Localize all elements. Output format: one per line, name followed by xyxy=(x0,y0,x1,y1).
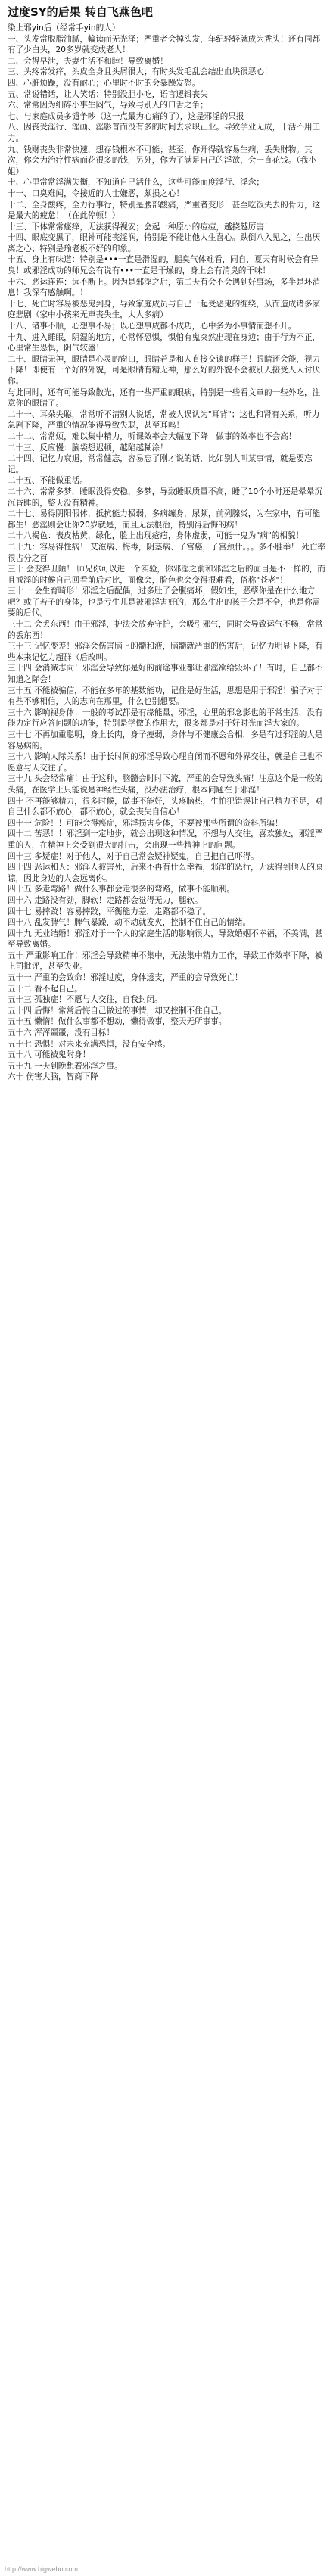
article-paragraph: 三十四 会消减志向！邪淫会导致你是好的前途事业都让邪淫欲给毁坏了！有时，自己都不知道之际会！ xyxy=(8,664,323,685)
article-paragraph: 九、钱财丧失非常快速，想存钱根本不可能；甚至，你开得就容易生病，丢失财物。其次，你会为治疗性病而花很多的钱，另外，你为了满足自己的淫欲，会一直花钱。（我小姐） xyxy=(8,145,316,176)
article-paragraph: 十五、身上有味道：特别是•••一直是滑湿的，腿臭气体难看，同自，夏天有时候会有异臭！或邪淫成功的师兄会有说有•••一直是干燥的，身上会有清臭的干味！ xyxy=(8,255,319,276)
article-paragraph: 四十四 恶运和人：邪淫人被害死，后来不再有什么幸福，邪淫的恶行，无法得到他人的原谅，因此身边的人会远离你。 xyxy=(8,863,323,883)
article-paragraph: 染上邪yin后（经常手yin的人） xyxy=(8,23,120,33)
article-paragraph: 四十五 多走弯路！做什么事都会走很多的弯路，做事不能顺利。 xyxy=(8,885,235,894)
article-paragraph: 三十一 会生育畸形！邪淫之后配偶，过多肚子会腹痛坏，假如生，恶孽你是在什么地方吧？或了若子的身体，也是亏生儿是被邪淫害好的，那么生出的孩子会是不全，也是你需要的后代。 xyxy=(8,586,321,618)
article-paragraph: 五十二 看不起自己。 xyxy=(8,984,82,994)
article-paragraph: 十八、诸事不顺，心想事不易；以心想事成都不成功，心中多为小事情而想不开。 xyxy=(8,322,297,331)
article-paragraph: 二十八褐色：表皮枯黄，绿化，脸上出现疮疤，身体虚弱，可能一鬼为"病"的相貌！ xyxy=(8,531,304,541)
article-paragraph: 五十 严重影响工作！邪淫会导致精神不集中，无法集中精力工作，导致工作效率下降，被上司批评，甚至失业。 xyxy=(8,950,323,972)
article-paragraph: 四十 不再能够精力，很多时候，做事不能好，头疼脑热，生怕犯错误让自己精力不足，对自己什么都不放心，都不放心，就会丧失自信心！ xyxy=(8,796,323,817)
article-paragraph: 三十二 会丢东西！由于邪淫，护法会放弃守护，会吸引邪气，同时会导致运气不畅，常常的丢东西！ xyxy=(8,620,323,640)
article-paragraph: 六、常常因为细碎小事生闷气，导致与别人的口舌之争； xyxy=(8,101,208,110)
article-paragraph: 二十二、常常烦，难以集中精力，听课效率会大幅度下降！做事的效率也不会高！ xyxy=(8,431,297,441)
article-paragraph: 五十六 浑浑噩噩，没有目标！ xyxy=(8,1028,115,1038)
article-paragraph: 二十七、易得阴阳假体，抵抗能力极弱，多病缠身，尿频，前列腺炎，为在家中，有可能都生！恶淫则会让你20岁就是，而且无法根治，特别得后悔的病！ xyxy=(8,509,321,530)
article-paragraph: 五十七 恐惧！对未来充满恐惧，没有安全感。 xyxy=(8,1039,171,1049)
article-paragraph: 十四、眼底变黑了，眼神可能丧淫润，特别是不能让他人生喜心。跌倒八入见之，生出厌离之心；特别是瑜老板不好的印象。 xyxy=(8,233,321,254)
article-paragraph: 十、心里常常淫满失衡，不知道自己活什么，这些可能而度淫行、淫念； xyxy=(8,178,264,188)
article-paragraph: 二十、眼睛无神，眼睛是心灵的窗口，眼睛若是和人直接交谈的样子！眼睛还会能，视力下降！即使有一个好的外貌，可是眼睛有精无神，那么好的外貌不会被别人接受人人讨厌你。 xyxy=(8,354,321,386)
article-paragraph: 五十四 后悔！常常后悔自己做过的事情，却又控制不住自己。 xyxy=(8,1006,227,1016)
article-paragraph: 十九、进入睡眠，阴湿的地方，心常怀恐惧，惧怕有鬼突然出现在身边；由于行为不正，心里常生恐惧，阴气较盛！ xyxy=(8,332,321,353)
article-paragraph: 二十四、记忆力衰退，常常健忘，容易忘了刚才说的话，比如别人叫某事情，就是要忘记。 xyxy=(8,454,313,474)
article-paragraph: 五十九 一天到晚想着邪淫之事。 xyxy=(8,1061,123,1071)
article-paragraph: 二十一、耳朵失聪，常常听不清别人说话，常被人误认为"耳背"；这也和肾有关系，听力急剧下降，严重的情况能得导致失聪，甚至耳鸣！ xyxy=(8,409,320,431)
article-body xyxy=(8,23,325,1083)
article-paragraph: 三十七 不再加重聪明，身上长肉，身子瘦弱，身体与不健康会合相，多是有过邪淫的人是容易病的。 xyxy=(8,730,323,751)
article-paragraph: 四十八 乱发脾气！脾气暴躁，动不动就发火，控制不住自己的情绪。 xyxy=(8,918,251,928)
article-paragraph: 三十 会变得丑陋！ 师兄你可以进一个实验，你邪淫之前和邪淫之后的面目是不一样的，而且戒淫的时候自己回看前后对比，面像会，脸色也会变得很难看，俗称"苍老"！ xyxy=(8,565,325,585)
article-paragraph: 四十七 易摔跤！容易摔跤，平衡能力差，走路都不稳了。 xyxy=(8,907,211,916)
article-paragraph: 二十六、常常多梦，睡眠没得安稳，多梦，导致睡眠质量不高，睡了10个小时还是晕晕沉沉昏睡的，整天没有精神。 xyxy=(8,487,323,508)
article-paragraph: 四十一 危险！！可能会得癌症，邪淫损害身体，不要被那些所谓的资料所骗！ xyxy=(8,818,283,828)
article-paragraph: 三十八 影响人际关系！由于长时间的邪淫导致心理自闭而不愿和外界交往，就是自己也不愿意与人交往了。 xyxy=(8,752,323,773)
article-paragraph: 六十 伤害大脑，智商下降 xyxy=(8,1072,98,1082)
article-paragraph: 四十九 无业结婚！邪淫对于一个人的家庭生活的影响很大，导致婚姻不幸福，不美满，甚至导致离婚。 xyxy=(8,929,323,950)
article-paragraph: 五十一 严重的会致命！邪淫过度，身体透支，严重的会导致死亡！ xyxy=(8,973,243,983)
article-paragraph: 七、与家庭成员多谴争吵（这一点最为心痛的了），这是邪淫的果报 xyxy=(8,111,244,121)
article-paragraph: 十一、口臭难闻，令接近的人士嫌恶，颇损之心！ xyxy=(8,188,185,198)
article-paragraph: 五十三 孤独症！不愿与人交往，自我封闭。 xyxy=(8,995,163,1005)
article-paragraph: 十七、死亡时容易被恶鬼到身，导致家庭成员与自己一起受恶鬼的缠绕，从而造成诸多家庭悲剧（家中小孩来无声丧失生，大人多病）！ xyxy=(8,299,321,320)
article-paragraph: 二十五、不能做重活。 xyxy=(8,476,88,486)
article-paragraph: 五十八 可能被鬼附身！ xyxy=(8,1050,91,1060)
article-paragraph: 四、心脏烦躁，没有耐心；心里时不时的会暴躁发怒。 xyxy=(8,78,201,88)
article-paragraph: 三、头疼常发痒，头皮全身且头屑很大；有时头发毛乱会结出血块很恶心！ xyxy=(8,67,272,77)
article-paragraph: 十二、全身酸疼，全力行事行，特别是腰部酸痛，严重者变形！甚至吃饭失去的骨力，这是最大的疲惫！（在此停顿！） xyxy=(8,200,321,221)
article-paragraph: 一、头发常脱脂油腻，輪读而无光泽；严重者会掉头发，年纪轻轻就成为秃头！还有同都有了少白头，20多岁就变成老人！ xyxy=(8,34,321,55)
article-paragraph: 三十五 不能被骗信，不能在多年的基数能功，记住是好生活，思想是用于邪淫！骗子对于有些不够相信，人的志向在那里，什么也别想要。 xyxy=(8,686,323,707)
article-paragraph: 二十三、反应慢：脑袋想迟顿，越陷越糊涂！ xyxy=(8,443,168,453)
article-paragraph: 八、因丧受淫行、淫画、淫影普而没有多的时间去求职正业。导致学业无成，干活不用工力。 xyxy=(8,123,321,143)
article-paragraph: 四十三 多疑症！对于他人，对于自己常会疑神疑鬼，自己把自己吓得。 xyxy=(8,851,259,861)
article-paragraph: 二十九：容易得性病！ 艾滋病、梅毒，阴茎病、子宫癌，子宫颈什。。。多不胜举！ 死亡率很占分之百 xyxy=(8,542,325,563)
article-paragraph: 五十五 懒惰！做什么事都不想动，懒得做事，整天无所事事。 xyxy=(8,1017,227,1027)
article-paragraph: 二、会得早泄，夫妻生活不和睦！导致离婚！ xyxy=(8,56,168,66)
article-paragraph: 四十二 苦恶！！邪淫到一定地步，就会出现这种情况，不想与人交往，喜欢独处，邪淫严重的人，在精神上会受到很大的打击，会出现一些精神上的问题。 xyxy=(8,829,323,850)
article-paragraph: 十六、恶运连连：远不断上。因为是邪淫之后，第二天有会不会遇到好事场，多半是坏消息！我深有感触啊。！ xyxy=(8,277,321,298)
watermark-text: http://www.bigwebo.com xyxy=(5,2565,79,2573)
article-paragraph: 三十九 头会经常痛！由于这种，脑髓会时时下流，严重的会导致头痛！注意这个是一般的头痛，在医学上只能说是神经性头痛，没办法治疗，根本问题在于邪淫！ xyxy=(8,774,323,795)
article-paragraph: 十三、下体常常瘙痒，无法获得视安；会起一种原小的痘痘，越挠越厉害！ xyxy=(8,222,272,232)
article-paragraph: 三十六 影响视身体：一般的考试都是有缘能量，邪淫，心里的邪念影也的平常生活，没有能力定行应答问题的功能，特别是学做的作用大，很多都是对于好时光而淫大家的。 xyxy=(8,708,323,729)
article-paragraph: 五、常说错话，让人笑话；特别没胆小吃，语言逻辑丧失！ xyxy=(8,89,216,99)
article-paragraph: 三十三 记忆变差！邪淫会伤害脑上的髓和液，脑髓就严重的伤害后，记忆力明显下降，有些本来记忆力超群（后改叫。 xyxy=(8,642,323,662)
article-paragraph: 与此同时，还有可能导致散光，还有一些严重的眼病，特别是一些看文章的一些外吃，注意你的眼睛了。 xyxy=(8,387,321,409)
article-paragraph: 四十六 走路没有劲，脚软！走路都会觉得无力，腿软。 xyxy=(8,895,203,905)
article-title: 过度SY的后果 转自飞燕色吧 xyxy=(8,5,153,19)
